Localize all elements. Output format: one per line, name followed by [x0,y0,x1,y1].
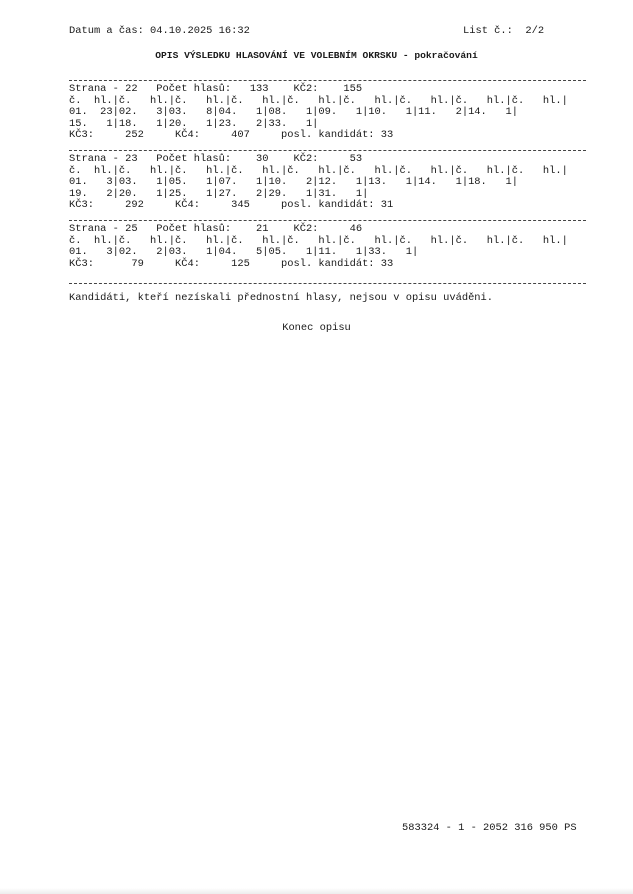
votes-row: 01. 23|02. 3|03. 8|04. 1|08. 1|09. 1|10. 1|11. 2|14. 1| [69,106,518,118]
column-header-row: č. hl.|č. hl.|č. hl.|č. hl.|č. hl.|č. hl.|č. hl.|č. hl.|č. hl.| [69,234,568,247]
summary-row: KČ3: 252 KČ4: 407 posl. kandidát: 33 [69,129,394,141]
votes-row: 15. 1|18. 1|20. 1|23. 2|33. 1| [69,117,319,130]
datetime-label: Datum a čas: 04.10.2025 16:32 [69,25,250,37]
separator [69,150,586,151]
votes-row: 01. 3|02. 2|03. 1|04. 5|05. 1|11. 1|33. 1| [69,246,419,258]
separator [69,283,586,284]
party-header-row: Strana - 25 Počet hlasů: 21 KČ2: 46 [69,223,363,235]
party-header-row: Strana - 23 Počet hlasů: 30 KČ2: 53 [69,153,363,165]
party-block-23 [69,154,568,212]
party-block-25 [69,224,568,270]
page-number-label: List č.: 2/2 [463,25,545,37]
document-title: OPIS VÝSLEDKU HLASOVÁNÍ VE VOLEBNÍM OKRSKU - pokračování [155,50,478,61]
page-edge [0,888,633,894]
summary-row: KČ3: 79 KČ4: 125 posl. kandidát: 33 [69,257,394,270]
column-header-row: č. hl.|č. hl.|č. hl.|č. hl.|č. hl.|č. hl.|č. hl.|č. hl.|č. hl.| [69,164,568,177]
note-text: Kandidáti, kteří nezískali přednostní hlasy, nejsou v opisu uváděni. [69,292,494,304]
votes-row: 01. 3|03. 1|05. 1|07. 1|10. 2|12. 1|13. 1|14. 1|18. 1| [69,176,518,188]
summary-row: KČ3: 292 KČ4: 345 posl. kandidát: 31 [69,199,394,211]
separator [69,220,586,221]
separator [69,80,586,81]
votes-row: 19. 2|20. 1|25. 1|27. 2|29. 1|31. 1| [69,187,369,200]
end-of-report-label: Konec opisu [282,322,351,334]
column-header-row: č. hl.|č. hl.|č. hl.|č. hl.|č. hl.|č. hl.|č. hl.|č. hl.|č. hl.| [69,94,568,107]
party-header-row: Strana - 22 Počet hlasů: 133 KČ2: 155 [69,83,363,95]
party-block-22 [69,84,568,142]
footer-id: 583324 - 1 - 2052 316 950 PS [402,822,577,834]
